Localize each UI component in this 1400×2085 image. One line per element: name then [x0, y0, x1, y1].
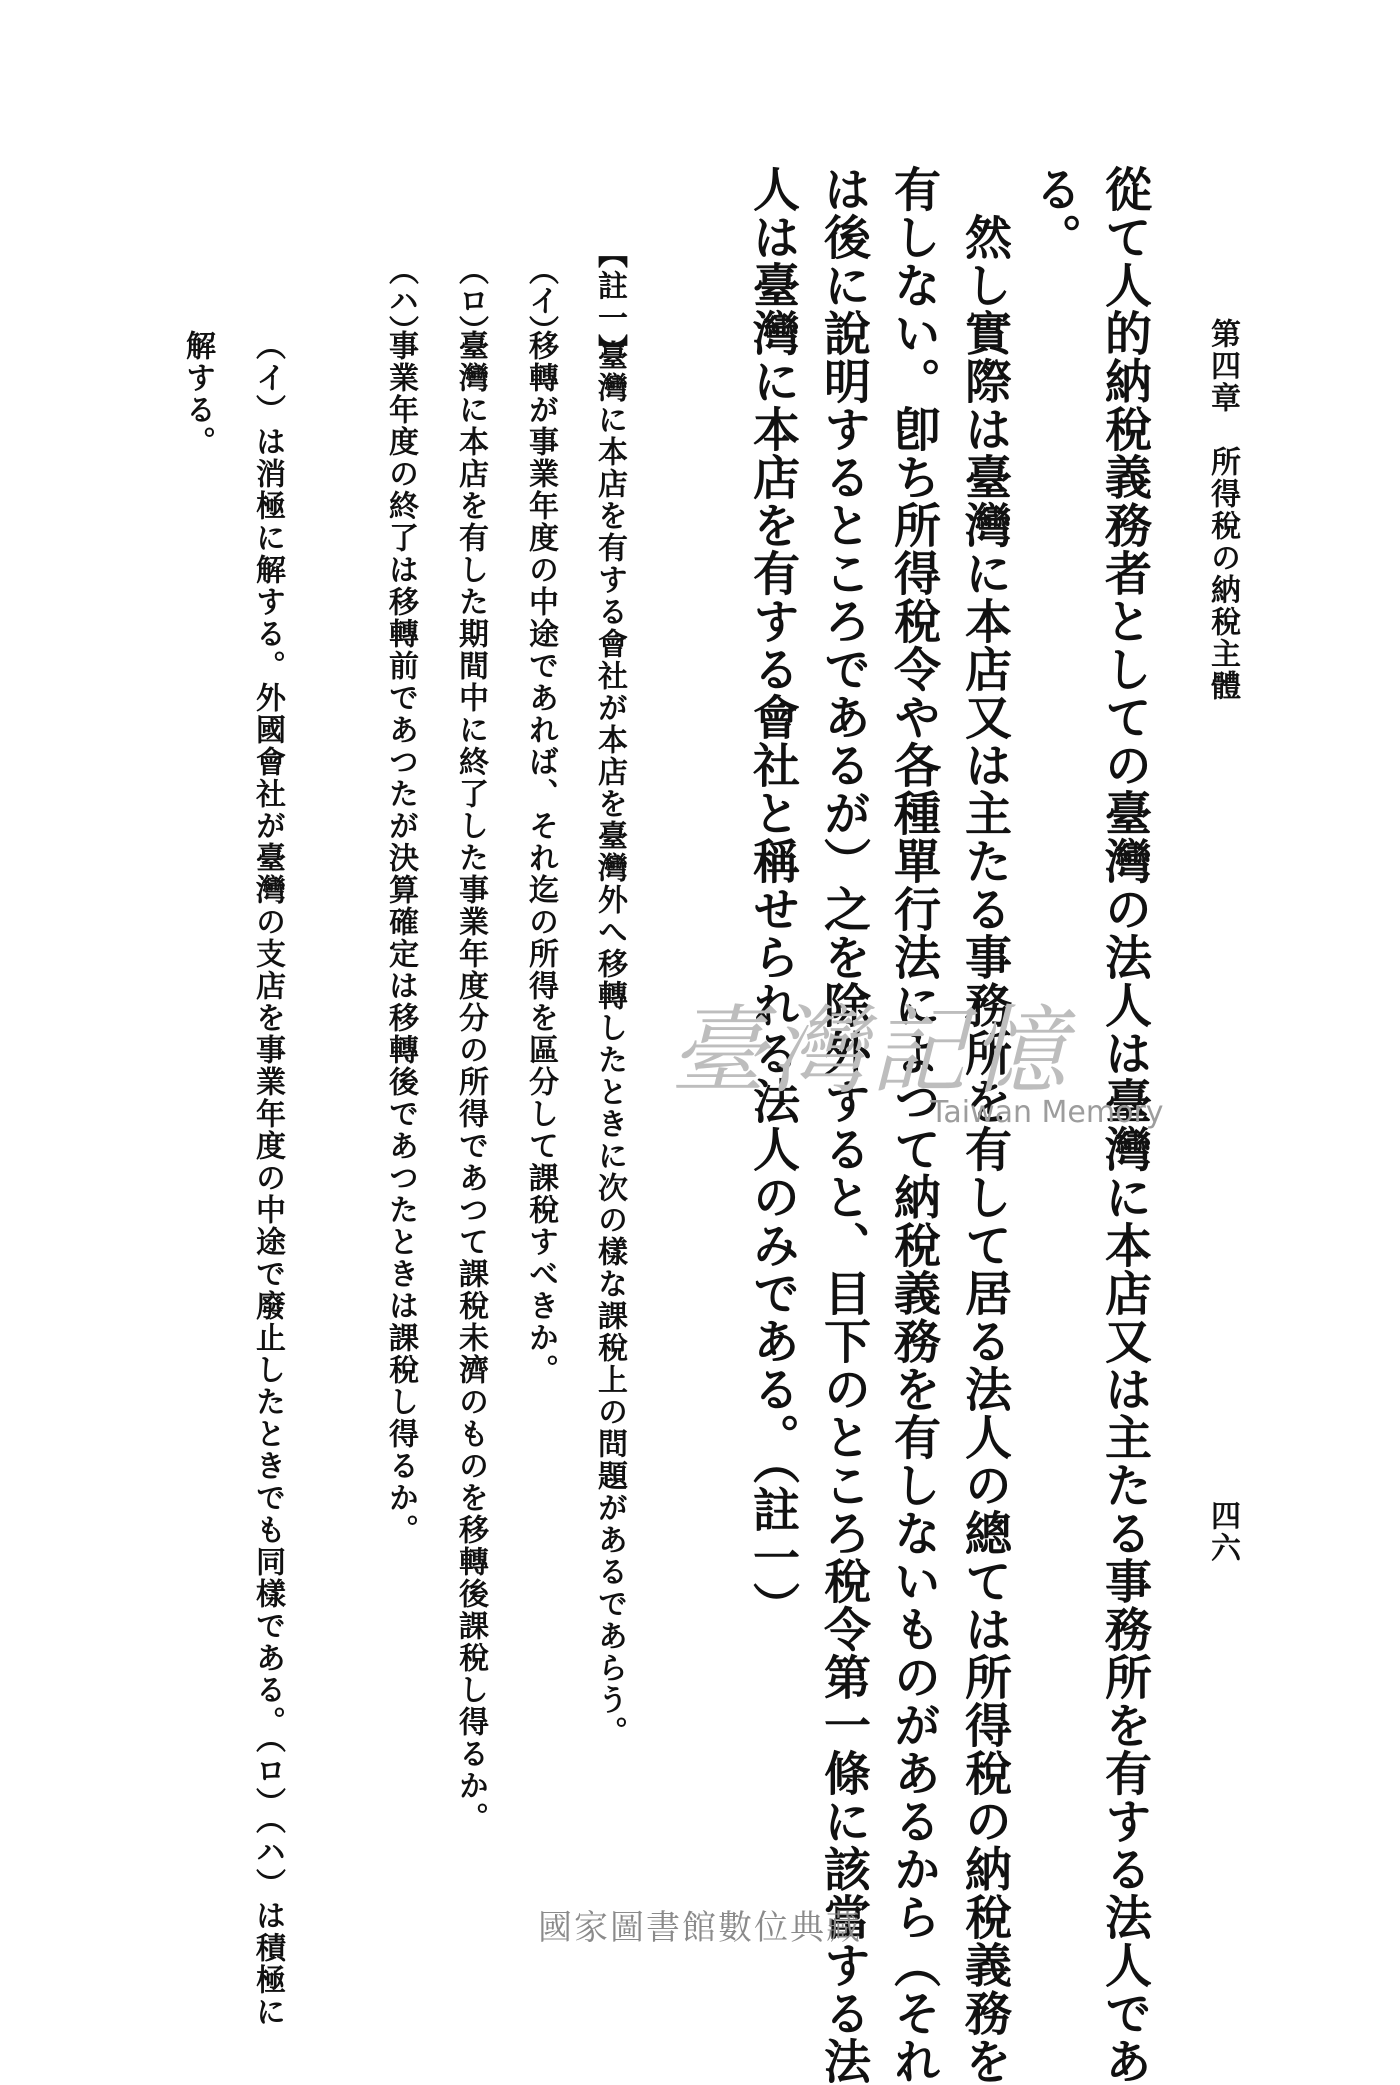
body-line-3: 然し實際は臺灣に本店又は主たる事務所を有して居る法人の總ては所得稅の納稅義務を	[957, 213, 1012, 2085]
note-intro: 臺灣に本店を有する會社が本店を臺灣外へ移轉したときに次の樣な課稅上の問題があるであらう。	[592, 340, 627, 1748]
note-item-text-2: 臺灣に本店を有した期間中に終了した事業年度分の所得であつて課稅未濟のものを移轉後課稅し得るか。	[453, 330, 488, 1834]
note-item-marker-1: （イ）	[523, 255, 558, 345]
note-item-text-3: 事業年度の終了は移轉前であつたが決算確定は移轉後であつたときは課稅し得るか。	[383, 330, 418, 1546]
note-item-marker-3: （ハ）	[383, 255, 418, 345]
watermark-subtitle: Taiwan Memory	[930, 1095, 1164, 1130]
body-line-1: 從て人的納稅義務者としての臺灣の法人は臺灣に本店又は主たる事務所を有する法人であ	[1097, 165, 1152, 2085]
note-item-marker-2: （ロ）	[453, 255, 488, 345]
note-closing-line-2: 解する。	[180, 330, 215, 458]
note-closing-line-1: （イ）は消極に解する。外國會社が臺灣の支店を事業年度の中途で廢止したときでも同樣である。（ロ）（ハ）は積極に	[250, 330, 285, 2028]
note-item-text-1: 移轉が事業年度の中途であれば、それ迄の所得を區分して課稅すべきか。	[523, 330, 558, 1386]
body-line-2: る。	[1027, 165, 1082, 261]
body-line-5: は後に說明するところであるが）之を除外すると、目下のところ稅令第一條に該當する法	[816, 165, 871, 2085]
body-line-4: 有しない。卽ち所得稅令や各種單行法によつて納稅義務を有しないものがあるから（それ	[886, 165, 941, 2085]
watermark-logo: 臺灣記憶	[670, 995, 1070, 1107]
footer-credit: 國家圖書館數位典藏	[538, 1908, 862, 1948]
note-label: 【註一】	[592, 238, 627, 366]
chapter-header: 第四章 所得稅の納稅主體	[1205, 318, 1240, 702]
page-number: 四六	[1205, 1500, 1240, 1564]
body-line-6: 人は臺灣に本店を有する會社と稱せられる法人のみである。（註一）	[745, 165, 800, 1630]
